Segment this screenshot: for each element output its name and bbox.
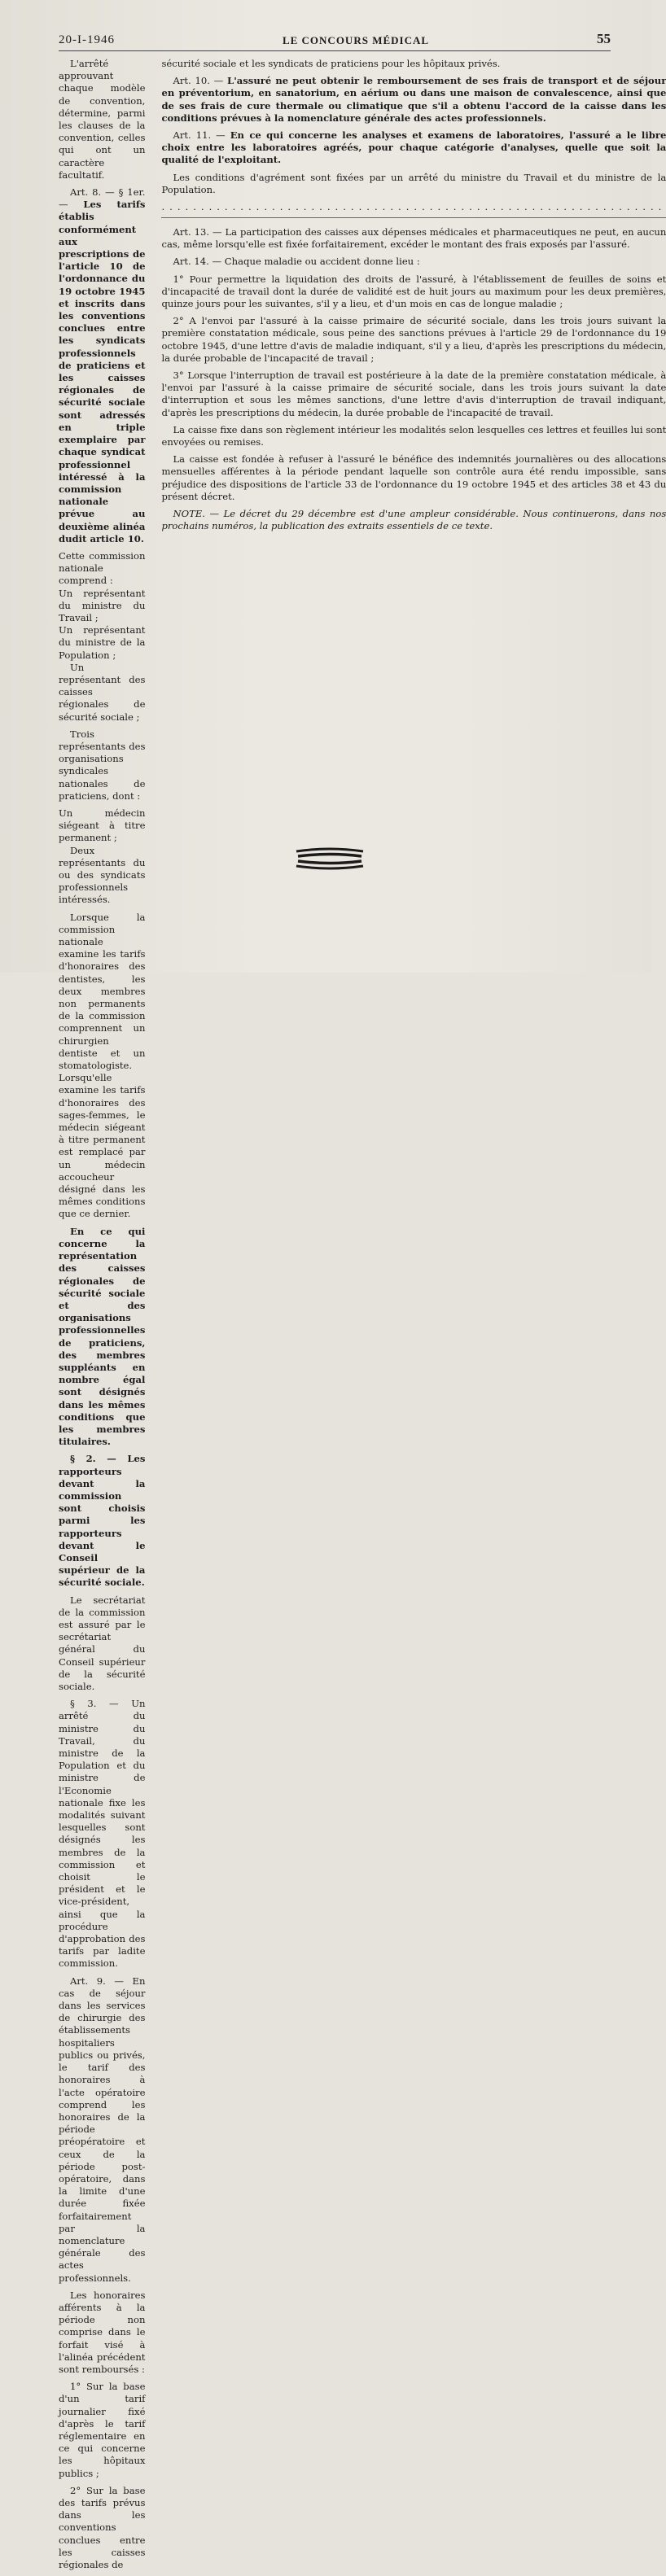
paragraph: 1° Sur la base d'un tarif journalier fixé d'après le tarif réglementaire en ce qui concerne les hôpitaux publics ; [59,2381,146,2479]
paragraph: Les honoraires afférents à la période non comprise dans le forfait visé à l'alinéa précédent sont remboursés : [59,2289,146,2375]
article-label: Art. 8. — § 1er. — [59,186,146,211]
paragraph: Art. 14. — Chaque maladie ou accident donne lieu : [173,256,420,268]
right-column [161,58,666,2576]
paragraph: 1° Pour permettre la liquidation des droits de l'assuré, à l'établissement de feuilles de soins et d'incapacité de travail dont la durée de validité est de huit jours au maximum pour les deux premières, quinze jours pour les suivantes, s'il y a lieu, et d'un mois en cas de longue maladie ; [161,273,666,310]
paragraph: Le secrétariat de la commission est assuré par le secrétariat général du Conseil supérieur de la sécurité sociale. [59,1594,146,1692]
article-text: Les tarifs établis conformément aux prescriptions de l'article 10 de l'ordonnance du 19 octobre 1945 et inscrits dans les conventions conclues entre les syndicats professionnels de praticiens et les caisses régionales de sécurité sociale sont adressés en triple exemplaire par chaque syndicat professionnel intéressé à la commission nationale prévue au deuxième alinéa dudit article 10. [59,199,146,545]
paragraph: sécurité sociale et les syndicats de praticiens pour les hôpitaux privés. [161,58,501,69]
left-column [59,58,145,2576]
article-paragraph [161,129,666,167]
paragraph: Un représentant des caisses régionales de sécurité sociale ; [59,661,146,723]
paragraph: Les conditions d'agrément sont fixées par un arrêté du ministre du Travail et du ministre de la Population. [161,171,666,195]
paragraph: 2° A l'envoi par l'assuré à la caisse primaire de sécurité sociale, dans les trois jours suivant la première constatation médicale, sous peine des sanctions prévues à l'article 29 de l'ordonnance du 19 octobre 1945, d'une lettre d'avis de maladie indiquant, s'il y a lieu, d'après les prescriptions du médecin, la durée probable de l'incapacité de travail ; [161,315,666,364]
journal-title: LE CONCOURS MÉDICAL [282,34,430,46]
paragraph: Un représentant du ministre du Travail ; [59,587,146,623]
paragraph: Trois représentants des organisations syndicales nationales de praticiens, dont : [59,728,146,802]
paragraph: § 3. — Un arrêté du ministre du Travail, du ministre de la Population et du ministre de l'Economie nationale fixe les modalités suivant lesquelles sont désignés les membres de la commission et choisit le président et le vice-président, ainsi que la procédure d'approbation des tarifs par ladite commission. [59,1698,146,1970]
paragraph: Art. 13. — La participation des caisses aux dépenses médicales et pharmaceutiques ne peut, en aucun cas, même lorsqu'elle est fixée forfaitairement, excéder le montant des frais exposés par l'assuré. [161,226,666,251]
paragraph: 3° Lorsque l'interruption de travail est postérieure à la date de la première constatation médicale, à l'envoi par l'assuré à la caisse primaire de sécurité sociale, dans les trois jours suivant la date d'interruption et sous les mêmes sanctions, d'une lettre d'avis d'interruption de travail indiquant, d'après les prescriptions du médecin, la durée probable de l'incapacité de travail. [161,370,666,418]
issue-date: 20-I-1946 [59,33,115,46]
paragraph: La caisse fixe dans son règlement intérieur les modalités selon lesquelles ces lettres et feuilles lui sont envoyées ou remises. [161,423,666,448]
article-paragraph [161,75,666,125]
article-paragraph [59,186,145,545]
article-text: En ce qui concerne les analyses et examens de laboratoires, l'assuré a le libre choix entre les laboratoires agréés, pour chaque catégorie d'analyses, quelle que soit la qualité de l'exploitant. [161,129,666,166]
article-label: Art. 11. — [173,129,230,142]
ellipsis-divider: ................................................................ [161,201,666,218]
paragraph: L'arrêté approuvant chaque modèle de convention, détermine, parmi les clauses de la convention, celles qui ont un caractère facultatif. [59,58,146,181]
page-header [59,31,611,51]
page-number: 55 [596,31,611,46]
ornament-icon [295,846,365,871]
paragraph: En ce qui concerne la représentation des caisses régionales de sécurité sociale et des organisations professionnelles de praticiens, des membres suppléants en nombre égal sont désignés dans les mêmes conditions que les membres titulaires. [59,1225,146,1448]
text-columns [59,58,666,2576]
paragraph: Cette commission nationale comprend : [59,549,146,587]
paragraph: Un médecin siégeant à titre permanent ; [59,807,146,844]
article-label: Art. 10. — [173,75,228,87]
paragraph: Lorsque la commission nationale examine les tarifs d'honoraires des dentistes, les deux membres non permanents de la commission comprennent un chirurgien dentiste et un stomatologiste. Lorsqu'elle examine les tarifs d'honoraires des sages-femmes, le médecin siégeant à titre permanent est remplacé par un médecin accoucheur désigné dans les mêmes conditions que ce dernier. [59,911,146,1220]
editor-note: NOTE. — Le décret du 29 décembre est d'une ampleur considérable. Nous continuerons, dans nos prochains numéros, la publication des extraits essentiels de ce texte. [161,508,666,532]
paragraph: Un représentant du ministre de la Population ; [59,624,146,661]
paragraph: § 2. — Les rapporteurs devant la commission sont choisis parmi les rapporteurs devant le Conseil supérieur de la sécurité sociale. [59,1453,146,1589]
article-text: L'assuré ne peut obtenir le remboursement de ses frais de transport et de séjour en préventorium, en sanatorium, en aérium ou dans une maison de convalescence, ainsi que de ses frais de cure thermale ou climatique que s'il a obtenu l'accord de la caisse dans les conditions prévues à la nomenclature générale des actes professionnels. [161,75,666,124]
paragraph: 2° Sur la base des tarifs prévus dans les conventions conclues entre les caisses régionales de [59,2484,146,2571]
paragraph: Deux représentants du ou des syndicats professionnels intéressés. [59,844,146,906]
paragraph: Art. 9. — En cas de séjour dans les services de chirurgie des établissements hospitaliers publics ou privés, le tarif des honoraires à l'acte opératoire comprend les honoraires de la période préopératoire et ceux de la période post-opératoire, dans la limite d'une durée fixée forfaitairement par la nomenclature générale des actes professionnels. [59,1975,146,2284]
paragraph: La caisse est fondée à refuser à l'assuré le bénéfice des indemnités journalières ou des allocations mensuelles afférentes à la période pendant laquelle son contrôle aura été rendu impossible, sans préjudice des dispositions de l'article 33 de l'ordonnance du 19 octobre 1945 et des articles 38 et 43 du présent décret. [161,453,666,502]
